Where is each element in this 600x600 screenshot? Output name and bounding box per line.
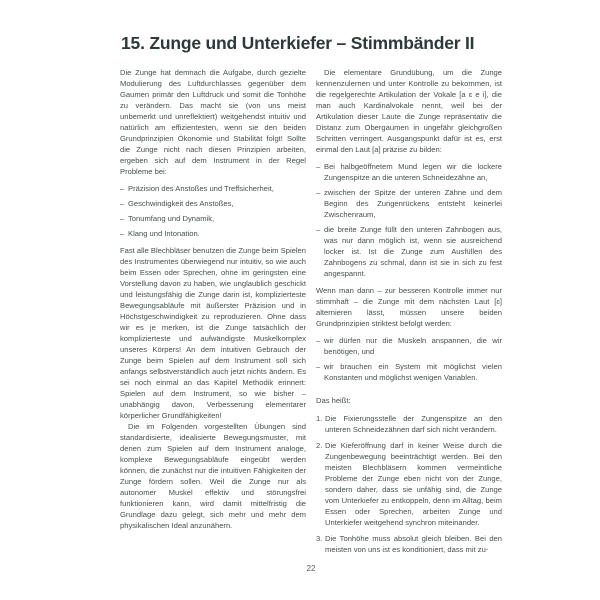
numbered-item-text: Die Fixierungsstelle der Zungenspitze an den unteren Schneidezähnen darf sich nicht verändern. — [325, 414, 502, 434]
list-item — [316, 224, 502, 279]
list-item — [316, 161, 502, 183]
list-item — [120, 213, 306, 224]
numbered-item-text: Die Tonhöhe muss absolut gleich bleiben. Bei den meisten von uns ist es konditioniert, dass mit zu- — [325, 534, 502, 554]
list-item-text: Klang und Intonation. — [128, 229, 200, 238]
list-item-text: zwischen der Spitze der unteren Zähne und dem Beginn des Zungenrückens entsteht keinerlei Zwischenraum, — [324, 188, 502, 219]
numbered-item — [316, 413, 502, 435]
page-number: 22 — [306, 564, 316, 573]
item-number: 3. — [316, 534, 323, 543]
right-column — [316, 67, 502, 560]
left-paragraph-3: Die im Folgenden vorgestellten Übungen sind standardisierte, idealisierte Bewegungsmuster, mit denen zum Spielen auf dem Instrument analoge, komplexe Bewegungsabläufe eingeübt werden können, die zunächst nur die intuitiven Fähigkeiten der Zunge fördern sollen. Weil die Zunge nur als autonomer Muskel effektiv und störungsfrei funktionieren kann, wird damit mittelfristig die Grundlage dazu gelegt, sich mehr und mehr dem physikalischen Ideal anzunähern. — [120, 422, 306, 530]
numbered-item — [316, 440, 502, 528]
item-number: 1. — [316, 414, 323, 423]
left-bullet-list — [120, 183, 306, 239]
list-item-text: Tonumfang und Dynamik, — [128, 214, 215, 223]
dash-marker: – — [120, 229, 125, 238]
dash-marker: – — [120, 199, 125, 208]
list-item — [316, 361, 502, 383]
dash-marker: – — [316, 336, 321, 345]
numbered-item — [316, 533, 502, 555]
left-paragraph-2: Fast alle Blechbläser benutzen die Zunge beim Spielen des Instrumentes überwiegend nur intuitiv, so wie auch beim Essen oder Sprechen, ohne im geringsten eine Vorstellung davon zu haben, wie unglaublich geschickt und leistungsfähig die Zunge darin ist, komplizierteste Bewegungsabläufe mit äußerster Präzision und in Höchstgeschwindigkeit zu reproduzieren. Ohne dass wir es je merken, ist die Zunge tatsächlich der komplizierteste und aufwändigste Muskelkomplex unseres Körpers! An dem intuitiven Gebrauch der Zunge beim Spielen auf dem Instrument soll sich anfangs selbstverständlich auch jetzt nichts ändern. Es sei noch einmal an das Kapitel Methodik erinnert: Spielen auf dem Instrument, so wie bisher – unabhängig davon, Verbesserung elementarer körperlicher Grundfähigkeiten! — [120, 246, 306, 420]
item-number: 2. — [316, 441, 323, 450]
dash-marker: – — [316, 162, 321, 171]
dash-marker: – — [120, 214, 125, 223]
two-column-layout — [120, 67, 502, 560]
dash-marker: – — [316, 362, 321, 371]
book-page — [120, 33, 502, 560]
left-column — [120, 67, 306, 560]
list-item — [120, 198, 306, 209]
numbered-list — [316, 413, 502, 555]
list-item-text: Geschwindigkeit des Anstoßes, — [128, 199, 234, 208]
list-item — [120, 183, 306, 194]
dash-marker: – — [120, 184, 125, 193]
right-bullet-list-2 — [316, 335, 502, 383]
das-heisst-heading: Das heißt: — [316, 396, 351, 405]
right-bullet-list-1 — [316, 161, 502, 279]
dash-marker: – — [316, 225, 321, 234]
right-paragraph-2: Wenn man dann – zur besseren Kontrolle immer nur stimmhaft – die Zunge mit dem nächsten Laut [ɛ] alternieren lässt, müssen unsere beiden Grundprinzipien striktest befolgt werden: — [316, 286, 502, 328]
list-item — [316, 335, 502, 357]
list-item-text: wir dürfen nur die Muskeln anspannen, die wir benötigen, und — [324, 336, 502, 356]
list-item-text: die breite Zunge füllt den unteren Zahnbogen aus, was nur dann möglich ist, wenn sie ausreichend locker ist. Ist die Zunge zum Ausfüllen des Zahnbogens zu schmal, dann ist sie in sich zu fest angespannt. — [324, 225, 502, 278]
list-item-text: Präzision des Anstoßes und Treffsicherheit, — [128, 184, 274, 193]
left-paragraph-1: Die Zunge hat demnach die Aufgabe, durch gezielte Modulierung des Luftdurchlasses gegenüber dem Gaumen primär den Luftdruck und somit die Tonhöhe zu verändern. Das macht sie (von uns meist unbemerkt und unreflektiert) weitgehendst intuitiv und natürlich am effizientesten, wenn sie den beiden Grundprinzipien Ökonomie und Stabilität folgt! Sollte die Zunge nicht nach diesen Prinzipien arbeiten, ergeben sich auf dem Instrument in der Regel Probleme bei: — [120, 68, 306, 176]
list-item-text: wir brauchen ein System mit möglichst vielen Konstanten und möglichst wenigen Variablen. — [324, 362, 502, 382]
list-item-text: Bei halbgeöffnetem Mund legen wir die lockere Zungenspitze an die unteren Schneidezähne an, — [324, 162, 502, 182]
dash-marker: – — [316, 188, 321, 197]
numbered-item-text: Die Kieferöffnung darf in keiner Weise durch die Zungenbewegung beeinträchtigt werden. Bei den meisten Blechbläsern kommen vermeintliche Probleme der Zunge eben nicht von der Zunge, sondern daher, dass sie unfähig sind, die Zunge vom Unterkiefer zu entkoppeln, denn im Alltag, beim Essen oder Sprechen, arbeiten Zunge und Unterkiefer weitgehend synchron miteinander. — [325, 441, 502, 527]
chapter-title: 15. Zunge und Unterkiefer – Stimmbänder II — [121, 33, 475, 53]
list-item — [120, 228, 306, 239]
right-paragraph-1: Die elementare Grundübung, um die Zunge kennenzulernen und unter Kontrolle zu bekommen, ist die regelgerechte Artikulation der Vokale [a ɛ e i], die man auch Kardinalvokale nennt, weil bei der Artikulation dieser Laute die Zunge repräsentativ die Distanz zum Obergaumen in ungefähr gleichgroßen Schritten verringert. Ausgangspunkt dafür ist es, erst einmal den Laut [a] präzise zu bilden: — [316, 68, 502, 154]
list-item — [316, 187, 502, 220]
